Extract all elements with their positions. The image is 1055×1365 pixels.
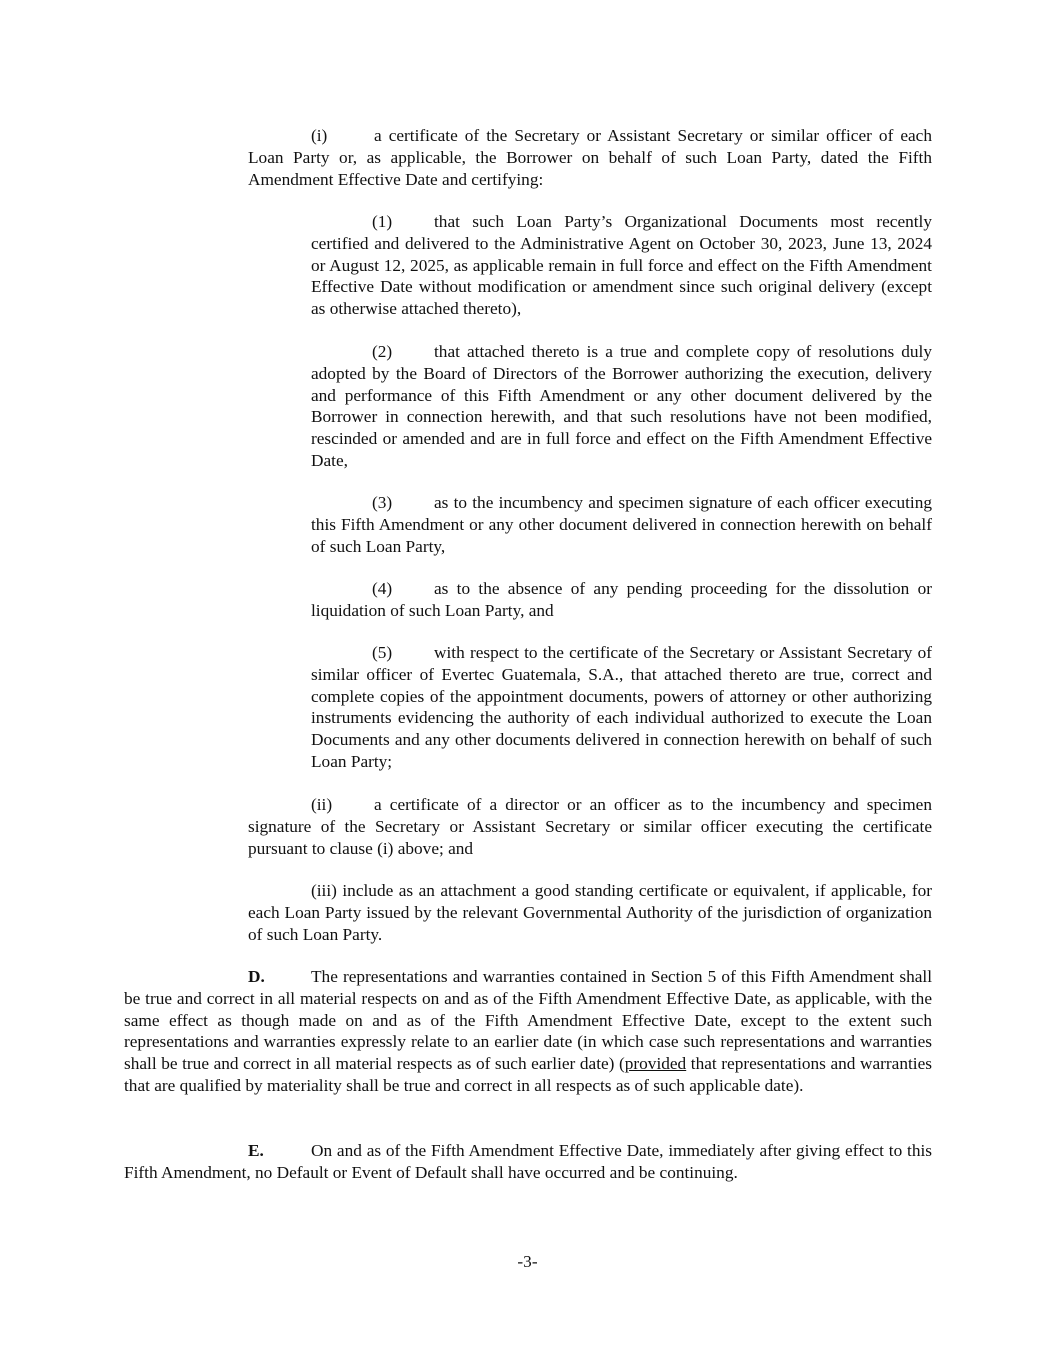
page-number: -3- xyxy=(517,1252,538,1271)
section-d-label: D. xyxy=(248,967,265,986)
item-1-label: (1) xyxy=(372,212,393,231)
item-5-label: (5) xyxy=(372,643,393,662)
clause-iii xyxy=(248,880,932,945)
item-5-text: with respect to the certificate of the Secretary or Assistant Secretary of similar officer of Evertec Guatemala, S.A., that attached thereto are true, correct and complete copies of the appointment documents, powers of attorney or other authorizing instruments evidencing the authority of each individual authorized to execute the Loan Documents and any other documents delivered in connection herewith on behalf of such Loan Party; xyxy=(311,643,932,771)
section-d-provided: provided xyxy=(624,1054,687,1074)
clause-i xyxy=(248,125,932,190)
item-4 xyxy=(311,578,932,622)
section-d-text-before: The representations and warranties contained in Section 5 of this Fifth Amendment shall be true and correct in all material respects on and as of the Fifth Amendment Effective Date, as applicable, with the same effect as though made on and as of the Fifth Amendment Effective Date, except to the extent such representations and warranties expressly relate to an earlier date (in which case such representations and warranties shall be true and correct in all material respects as of such earlier date) ( xyxy=(124,967,932,1074)
clause-i-label: (i) xyxy=(311,126,328,145)
clause-ii-text: a certificate of a director or an officer as to the incumbency and specimen signature of the Secretary or Assistant Secretary or similar officer executing the certificate pursuant to clause (i) above; and xyxy=(248,795,932,858)
clause-iii-text: (iii) include as an attachment a good standing certificate or equivalent, if applicable, for each Loan Party issued by the relevant Governmental Authority of the jurisdiction of organization of such Loan Party. xyxy=(248,881,932,944)
item-2 xyxy=(311,341,932,472)
item-1 xyxy=(311,211,932,320)
clause-ii xyxy=(248,794,932,859)
item-3 xyxy=(311,492,932,557)
section-d xyxy=(124,966,932,1097)
item-4-label: (4) xyxy=(372,579,393,598)
item-2-text: that attached thereto is a true and complete copy of resolutions duly adopted by the Board of Directors of the Borrower authorizing the execution, delivery and performance of this Fifth Amendment or any other document delivered by the Borrower in connection herewith, and that such resolutions have not been modified, rescinded or amended and are in full force and effect on the Fifth Amendment Effective Date, xyxy=(311,342,932,470)
section-d-text-after: that representations and warranties that are qualified by materiality shall be true and correct in all respects as of such applicable date). xyxy=(124,1054,932,1095)
item-4-text: as to the absence of any pending proceeding for the dissolution or liquidation of such Loan Party, and xyxy=(311,579,932,620)
item-3-label: (3) xyxy=(372,493,393,512)
item-2-label: (2) xyxy=(372,342,393,361)
section-e-label: E. xyxy=(248,1141,264,1160)
clause-ii-label: (ii) xyxy=(311,795,333,814)
item-1-text: that such Loan Party’s Organizational Documents most recently certified and delivered to the Administrative Agent on October 30, 2023, June 13, 2024 or August 12, 2025, as applicable remain in full force and effect on the Fifth Amendment Effective Date without modification or amendment since such original delivery (except as otherwise attached thereto), xyxy=(311,212,932,319)
section-e xyxy=(124,1140,932,1184)
clause-i-text: a certificate of the Secretary or Assistant Secretary or similar officer of each Loan Party or, as applicable, the Borrower on behalf of such Loan Party, dated the Fifth Amendment Effective Date and certifying: xyxy=(248,126,932,189)
item-3-text: as to the incumbency and specimen signature of each officer executing this Fifth Amendment or any other document delivered in connection herewith on behalf of such Loan Party, xyxy=(311,493,932,556)
item-5 xyxy=(311,642,932,773)
section-e-text: On and as of the Fifth Amendment Effective Date, immediately after giving effect to this Fifth Amendment, no Default or Event of Default shall have occurred and be continuing. xyxy=(124,1141,932,1182)
